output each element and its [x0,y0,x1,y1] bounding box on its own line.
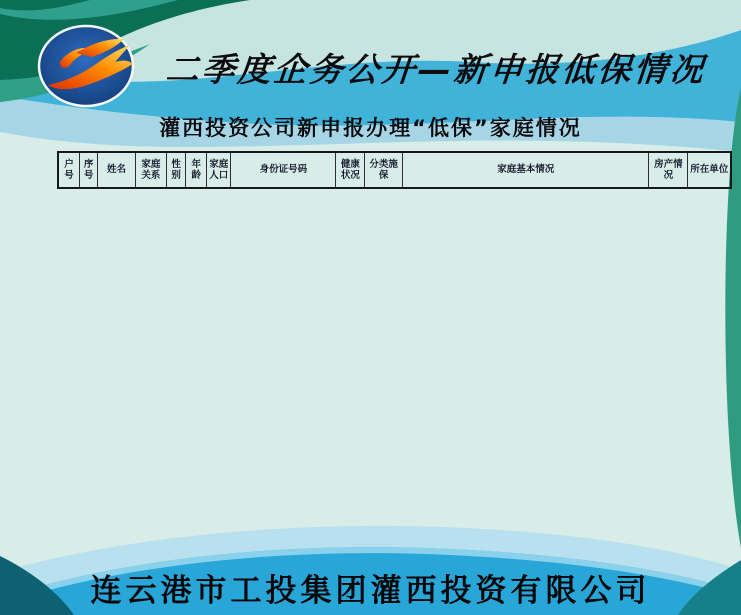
column-header-8: 身份证号码 [231,152,336,188]
column-header-5: 性别 [166,152,186,188]
column-header-2: 序号 [80,152,98,188]
column-header-1: 户号 [58,152,80,188]
logo-swoosh-icon [34,22,138,110]
column-header-13: 所在单位 [688,152,731,188]
column-header-6: 年龄 [186,152,207,188]
page-title: 二季度企务公开—新申报低保情况 [164,50,708,89]
page-subtitle: 灌西投资公司新申报办理“低保”家庭情况 [159,116,582,140]
lowincome-report-table [57,151,732,189]
column-header-12: 房产情况 [649,152,688,188]
company-logo [34,22,138,110]
table-header-row [58,152,731,188]
column-header-4: 家庭关系 [135,152,166,188]
column-header-10: 分类施保 [365,152,403,188]
column-header-9: 健康状况 [336,152,365,188]
footer-company-name: 连云港市工投集团灌西投资有限公司 [90,573,651,609]
column-header-11: 家庭基本情况 [403,152,649,188]
table-header [58,152,731,188]
column-header-3: 姓名 [98,152,136,188]
column-header-7: 家庭人口 [207,152,231,188]
